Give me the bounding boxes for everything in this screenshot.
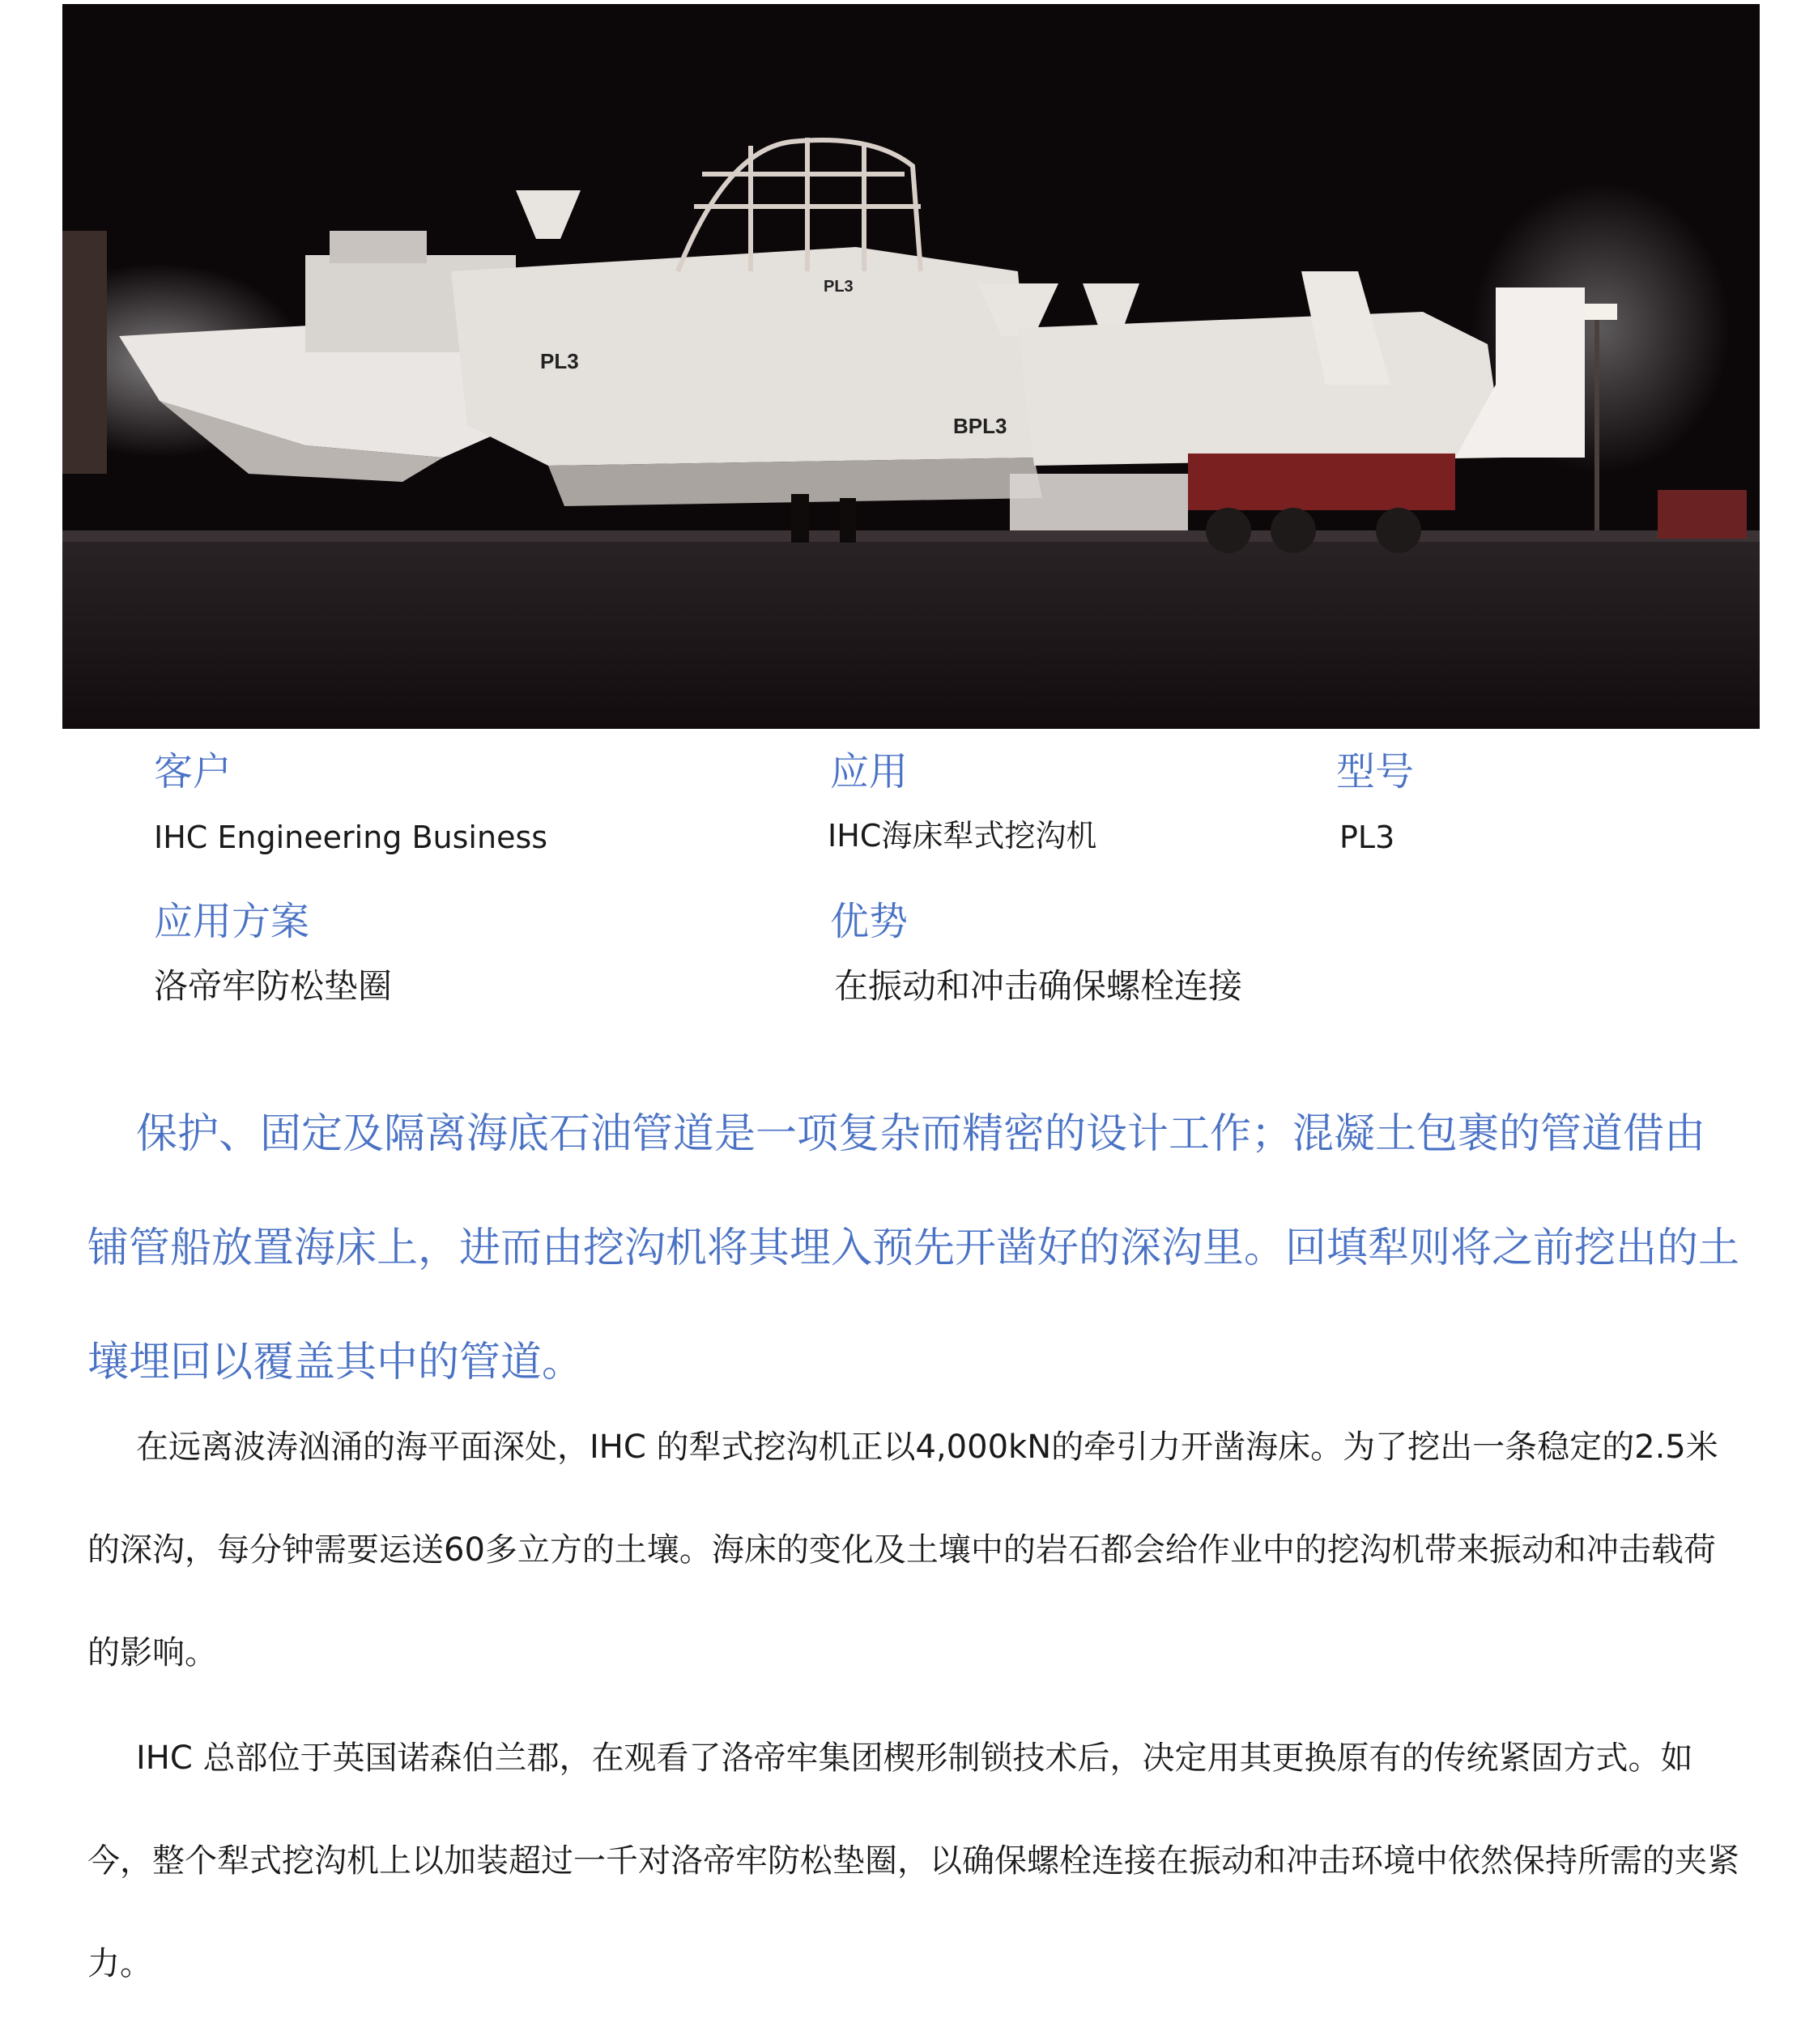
application-value: IHC海床犁式挖沟机 (828, 818, 1097, 854)
model-value: PL3 (1339, 820, 1395, 855)
solution-value: 洛帝牢防松垫圈 (154, 966, 393, 1006)
advantage-label: 优势 (830, 899, 909, 944)
rear-unit (1018, 312, 1504, 466)
customer-label: 客户 (154, 749, 232, 794)
hero-photo (62, 4, 1760, 729)
model-label: 型号 (1336, 749, 1415, 794)
customer-value: IHC Engineering Business (154, 820, 548, 855)
marking-pl3-top: PL3 (824, 278, 854, 296)
marking-bpl3: BPL3 (953, 414, 1007, 438)
body-paragraph-2: IHC 总部位于英国诺森伯兰郡，在观看了洛帝牢集团楔形制锁技术后，决定用其更换原有的传统紧固方式。如今，整个犁式挖沟机上以加装超过一千对洛帝牢防松垫圈，以确保螺栓连接在振动和冲击环境中依然保持所需的夹紧力。 (87, 1740, 1739, 1982)
main-hull (451, 247, 1034, 466)
transporter (1188, 454, 1455, 510)
ground (62, 534, 1760, 729)
advantage-value: 在振动和冲击确保螺栓连接 (834, 966, 1243, 1006)
body-paragraph-1: 在远离波涛汹涌的海平面深处，IHC 的犁式挖沟机正以4,000kN的牵引力开凿海床。为了挖出一条稳定的2.5米的深沟，每分钟需要运送60多立方的土壤。海床的变化及土壤中的岩石都会给作业中的挖沟机带来振动和冲击载荷的影响。 (87, 1429, 1718, 1671)
solution-label: 应用方案 (154, 899, 310, 944)
application-label: 应用 (830, 749, 909, 794)
intro-paragraph: 保护、固定及隔离海底石油管道是一项复杂而精密的设计工作；混凝土包裹的管道借由铺管船放置海床上，进而由挖沟机将其埋入预先开凿好的深沟里。回填犁则将之前挖出的土壤埋回以覆盖其中的管道。 (87, 1110, 1740, 1386)
trencher-illustration (62, 4, 1760, 729)
marking-pl3-left: PL3 (540, 349, 579, 373)
